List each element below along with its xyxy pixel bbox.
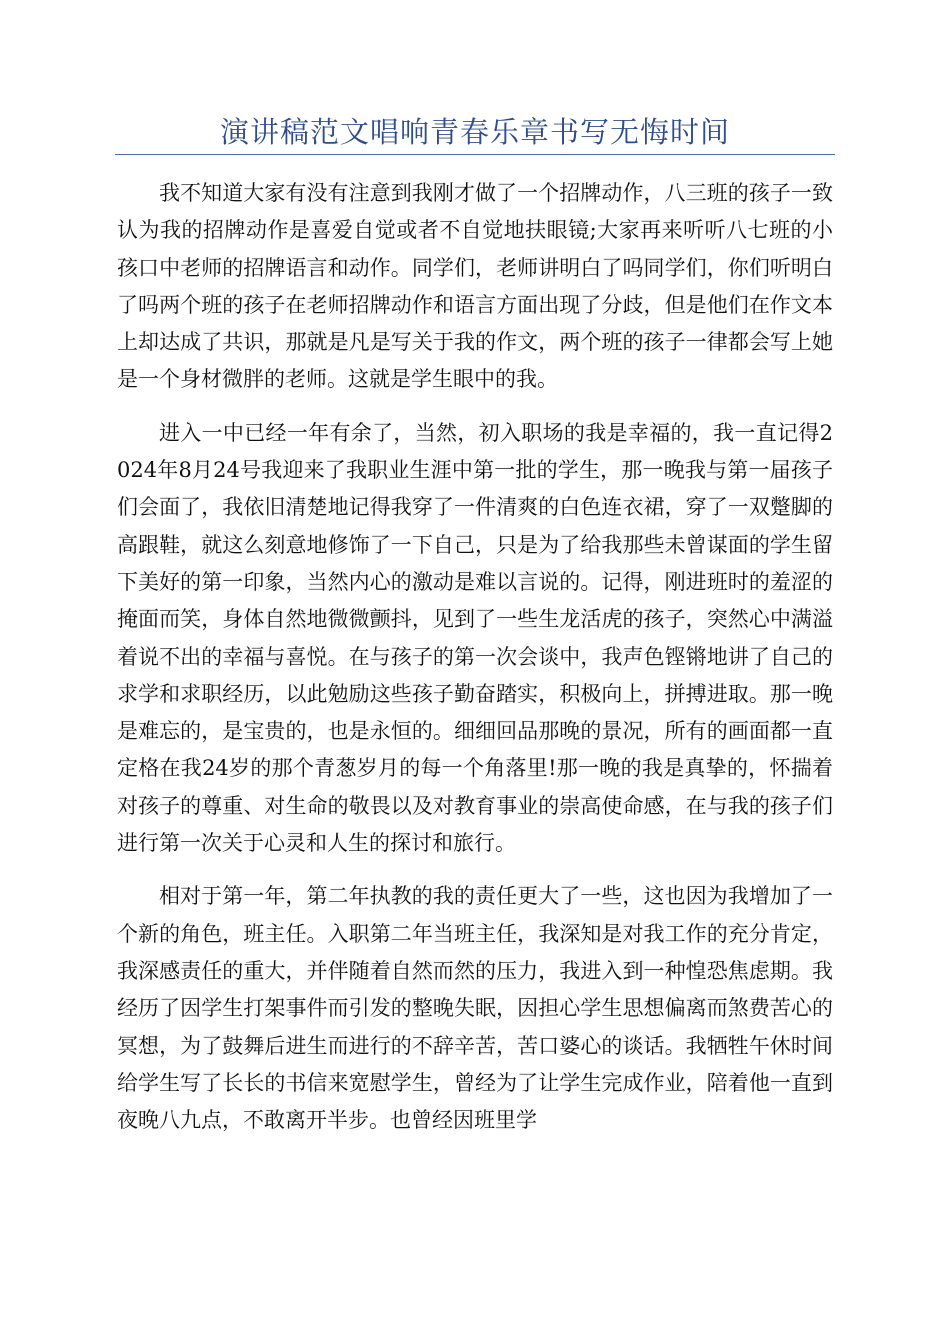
document-title: 演讲稿范文唱响青春乐章书写无悔时间 [219, 115, 730, 149]
paragraph-1: 我不知道大家有没有注意到我刚才做了一个招牌动作，八三班的孩子一致认为我的招牌动作是喜爱自觉或者不自觉地扶眼镜;大家再来听听八七班的小孩口中老师的招牌语言和动作。同学们，老师讲明白了吗同学们，你们听明白了吗两个班的孩子在老师招牌动作和语言方面出现了分歧，但是他们在作文本上却达成了共识，那就是凡是写关于我的作文，两个班的孩子一律都会写上她是一个身材微胖的老师。这就是学生眼中的我。 [117, 181, 833, 392]
paragraph-3: 相对于第一年，第二年执教的我的责任更大了一些，这也因为我增加了一个新的角色，班主任。入职第二年当班主任，我深知是对我工作的充分肯定，我深感责任的重大，并伴随着自然而然的压力，我进入到一种惶恐焦虑期。我经历了因学生打架事件而引发的整晚失眠，因担心学生思想偏离而煞费苦心的冥想，为了鼓舞后进生而进行的不辞辛苦，苦口婆心的谈话。我牺牲午休时间给学生写了长长的书信来宽慰学生，曾经为了让学生完成作业，陪着他一直到夜晚八九点，不敢离开半步。也曾经因班里学 [117, 884, 833, 1133]
document-body [117, 175, 833, 1155]
title-underline [115, 154, 835, 155]
paragraph-2: 进入一中已经一年有余了，当然，初入职场的我是幸福的，我一直记得2024年8月24号我迎来了我职业生涯中第一批的学生，那一晚我与第一届孩子们会面了，我依旧清楚地记得我穿了一件清爽的白色连衣裙，穿了一双蹩脚的高跟鞋，就这么刻意地修饰了一下自己，只是为了给我那些未曾谋面的学生留下美好的第一印象，当然内心的激动是难以言说的。记得，刚进班时的羞涩的掩面而笑，身体自然地微微颤抖，见到了一些生龙活虎的孩子，突然心中满溢着说不出的幸福与喜悦。在与孩子的第一次会谈中，我声色铿锵地讲了自己的求学和求职经历，以此勉励这些孩子勤奋踏实，积极向上，拼搏进取。那一晚是难忘的，是宝贵的，也是永恒的。细细回品那晚的景况，所有的画面都一直定格在我24岁的那个青葱岁月的每一个角落里!那一晚的我是真挚的，怀揣着对孩子的尊重、对生命的敬畏以及对教育事业的崇高使命感，在与我的孩子们进行第一次关于心灵和人生的探讨和旅行。 [117, 420, 833, 856]
